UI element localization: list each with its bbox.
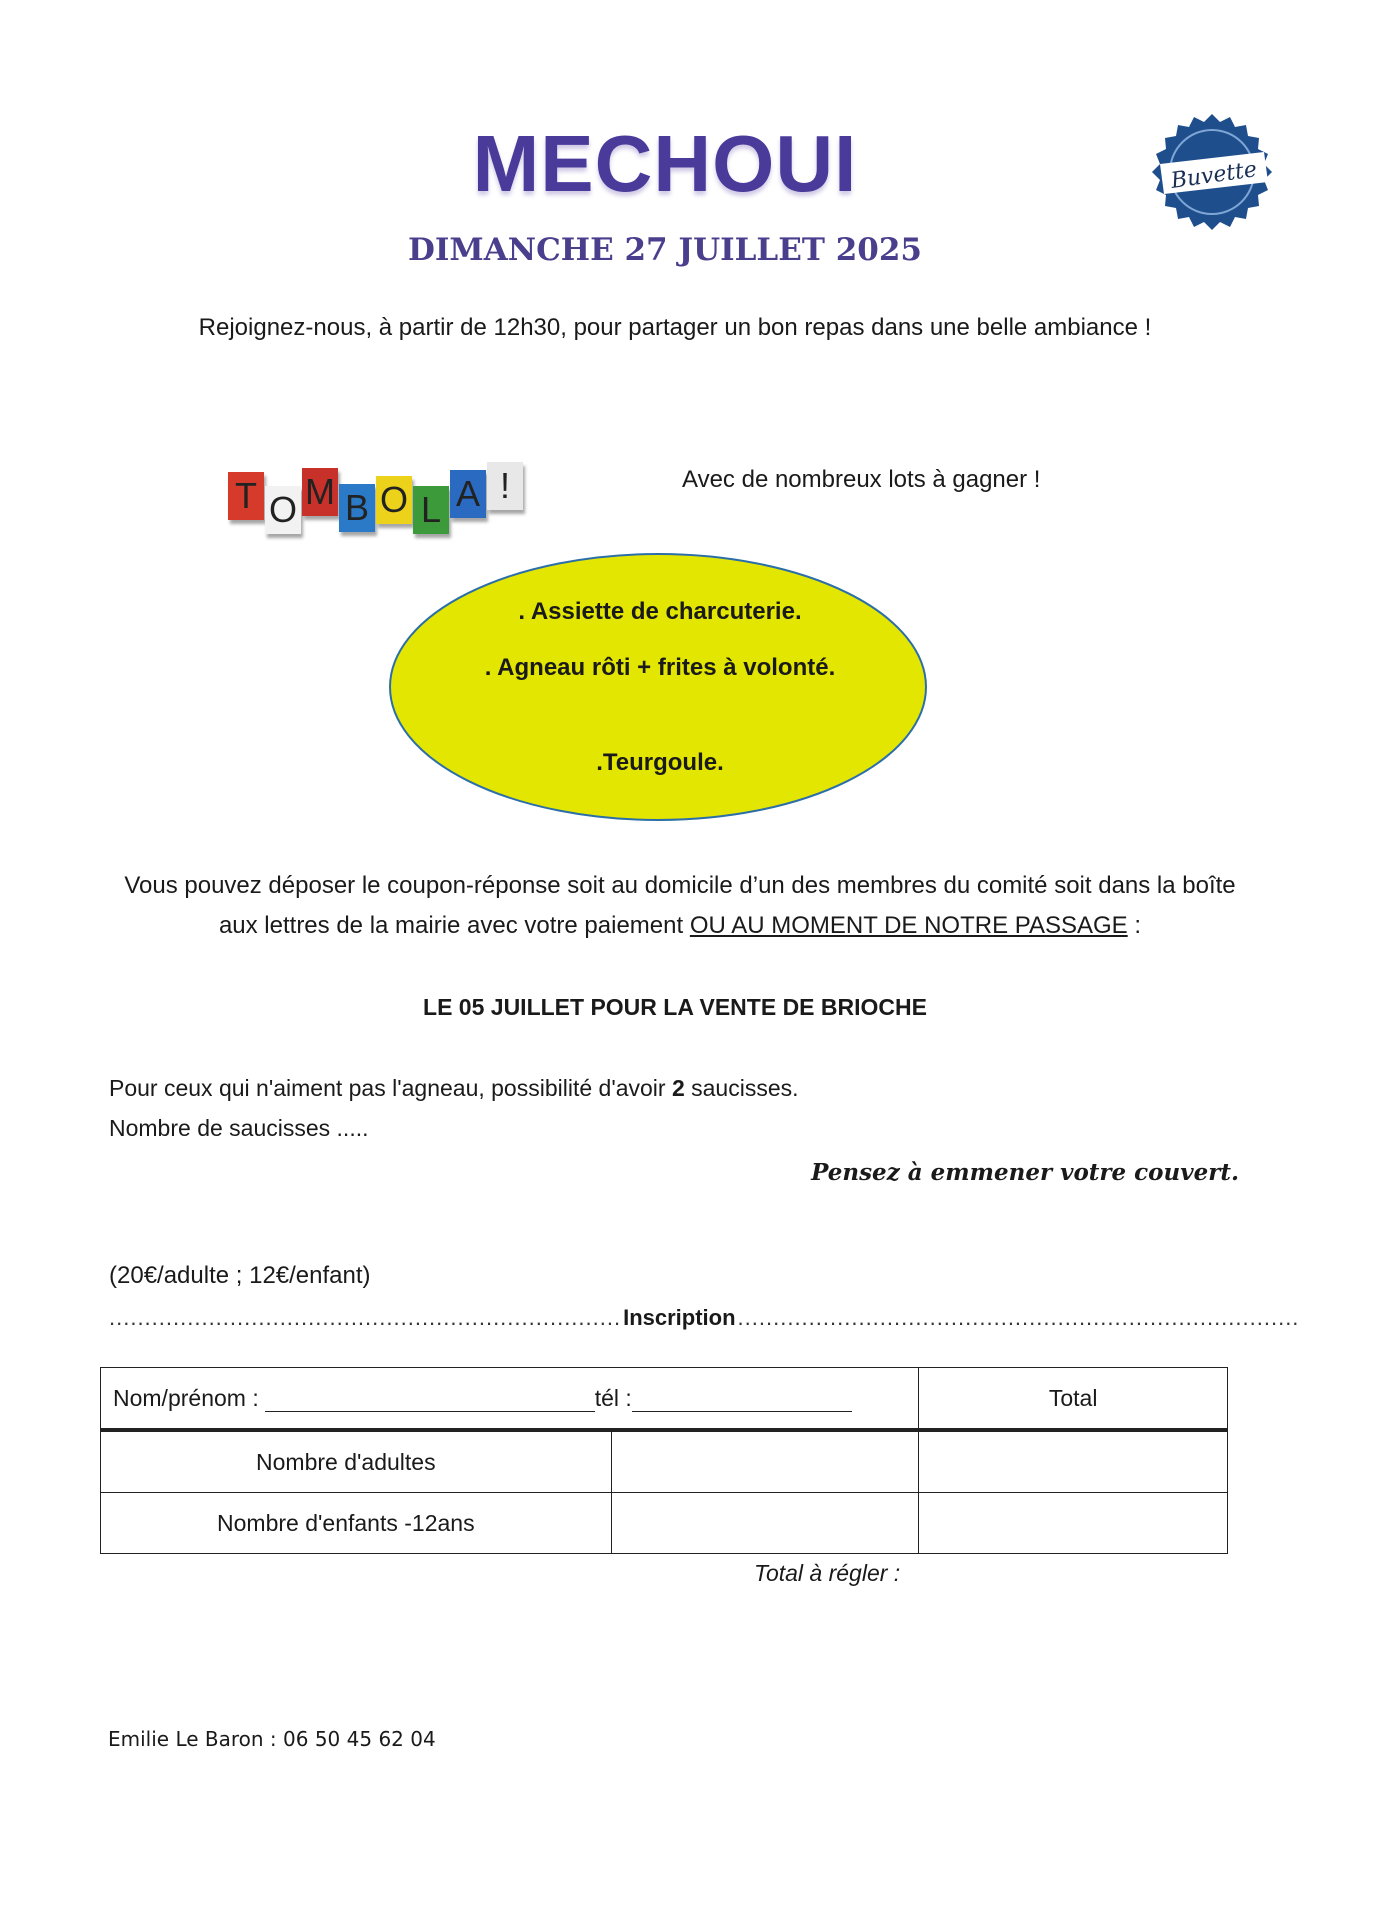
brioche-sale-notice: LE 05 JUILLET POUR LA VENTE DE BRIOCHE [423,994,927,1020]
table-row [101,1368,1228,1431]
table-row [101,1430,1228,1493]
tombola-tile: ! [487,462,523,510]
tombola-tile: T [228,472,264,520]
table-row [101,1493,1228,1554]
couvert-reminder: Pensez à emmener votre couvert. [811,1159,1239,1186]
tombola-tile: A [450,470,486,518]
event-date: DIMANCHE 27 JUILLET 2025 [408,232,922,268]
dots-left: ........................................................................ [109,1305,622,1330]
phone-label: tél : [594,1384,632,1411]
tombola-tiles [228,450,524,530]
badge-text: Buvette [1169,157,1259,194]
contact-info: Emilie Le Baron : 06 50 45 62 04 [108,1727,436,1751]
children-total-field[interactable] [919,1493,1228,1554]
registration-table [100,1367,1228,1554]
prizes-text: Avec de nombreux lots à gagner ! [682,466,1041,493]
buvette-badge [1150,112,1274,236]
children-label: Nombre d'enfants -12ans [101,1493,612,1554]
name-label: Nom/prénom : [113,1384,259,1411]
price-info: (20€/adulte ; 12€/enfant) [109,1262,371,1289]
saucisses-text: Pour ceux qui n'aiment pas l'agneau, possibilité d'avoir [109,1075,672,1101]
coupon-paragraph [110,866,1250,946]
saucisses-count: 2 [671,1075,685,1101]
adults-total-field[interactable] [919,1430,1228,1493]
menu-ellipse [386,550,930,824]
coupon-text: Vous pouvez déposer le coupon-réponse soit au domicile d’un des membres du comité soit dans la boîte aux lettres de la mairie avec votre paiement [124,872,1236,939]
saucisses-note [109,1075,799,1102]
tombola-tile: L [413,486,449,534]
menu-item-agneau: . Agneau rôti + frites à volonté. [484,654,836,681]
tombola-tile: O [265,486,301,534]
menu-item-charcuterie: . Assiette de charcuterie. [518,598,802,625]
intro-text: Rejoignez-nous, à partir de 12h30, pour partager un bon repas dans une belle ambiance ! [198,314,1152,341]
tombola-tile: B [339,484,375,532]
phone-field[interactable] [632,1389,852,1412]
coupon-text-end: : [1127,912,1142,939]
saucisses-count-line: Nombre de saucisses ..... [109,1115,369,1141]
dots-right: ............................................................................... [737,1305,1300,1330]
total-header: Total [919,1368,1228,1431]
name-field[interactable] [265,1389,595,1412]
tombola-tile: O [376,476,412,524]
adults-label: Nombre d'adultes [101,1430,612,1493]
page-title: MECHOUI [472,119,858,208]
saucisses-text-end: saucisses. [684,1075,799,1101]
coupon-underlined-text: OU AU MOMENT DE NOTRE PASSAGE [689,912,1128,939]
children-count-field[interactable] [611,1493,919,1554]
tombola-tile: M [302,468,338,516]
inscription-label: Inscription [623,1305,736,1330]
total-to-pay-label: Total à régler : [754,1560,901,1586]
menu-item-teurgoule: .Teurgoule. [596,749,724,776]
inscription-divider [109,1305,1300,1331]
name-phone-cell [101,1368,919,1431]
adults-count-field[interactable] [611,1430,919,1493]
